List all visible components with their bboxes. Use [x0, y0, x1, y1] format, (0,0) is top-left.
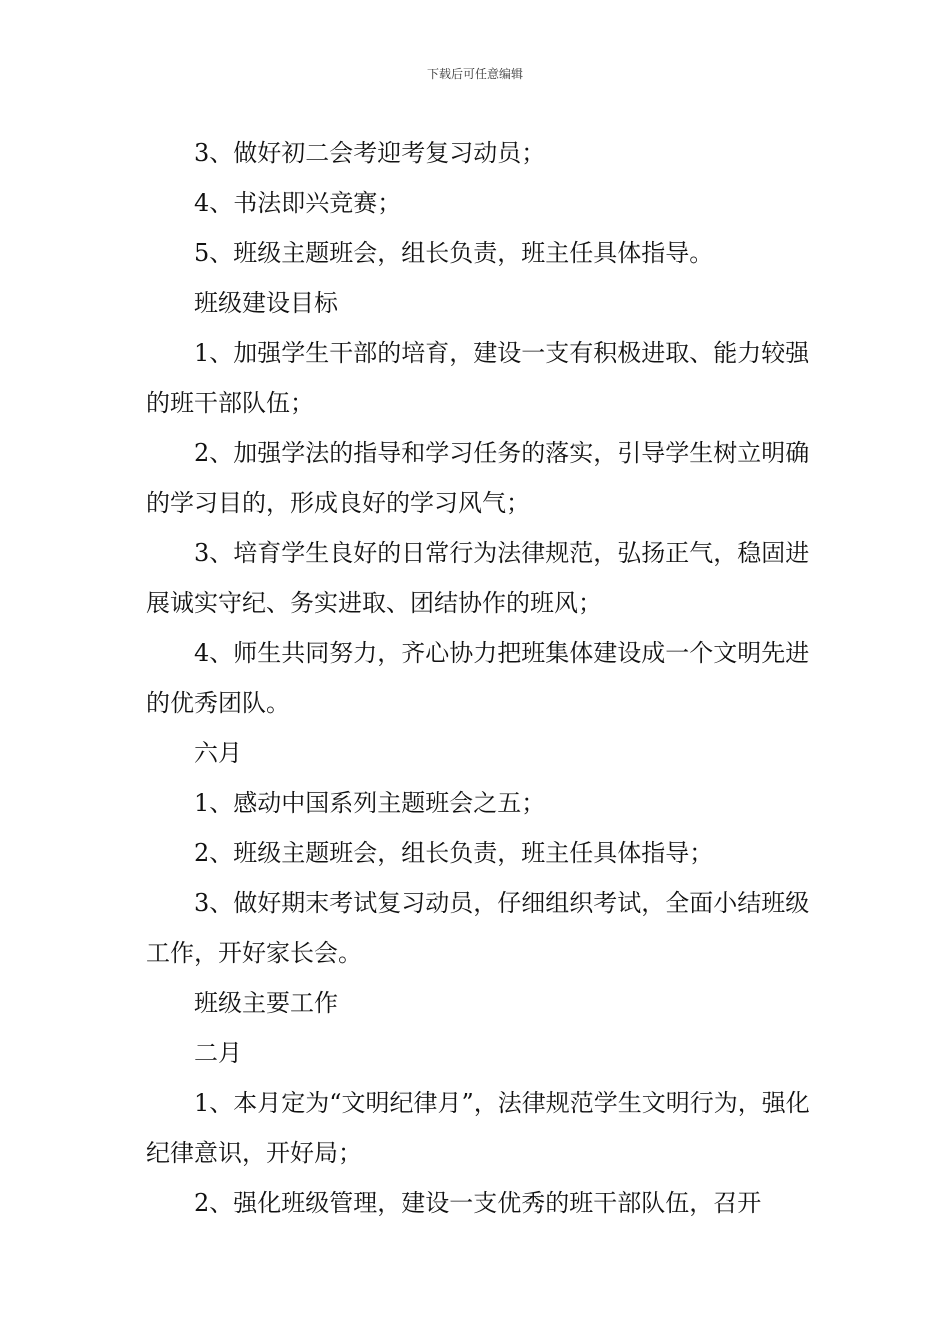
page-header: 下载后可任意编辑 [426, 67, 523, 81]
section-heading: 班级建设目标 [194, 289, 338, 317]
paragraph: 2、强化班级管理，建设一支优秀的班干部队伍，召开 [194, 1189, 762, 1217]
paragraph: 4、书法即兴竞赛； [194, 189, 402, 217]
paragraph: 3、做好期末考试复习动员，仔细组织考试，全面小结班级工作，开好家长会。 [146, 889, 810, 967]
paragraph: 1、感动中国系列主题班会之五； [194, 789, 546, 817]
paragraph: 1、加强学生干部的培育，建设一支有积极进取、能力较强的班干部队伍； [146, 339, 810, 417]
paragraph: 3、做好初二会考迎考复习动员； [194, 139, 546, 167]
section-heading: 二月 [194, 1039, 242, 1067]
paragraph: 1、本月定为“文明纪律月”，法律规范学生文明行为，强化纪律意识，开好局； [146, 1089, 810, 1167]
paragraph: 4、师生共同努力，齐心协力把班集体建设成一个文明先进的优秀团队。 [146, 639, 810, 717]
paragraph: 3、培育学生良好的日常行为法律规范，弘扬正气，稳固进展诚实守纪、务实进取、团结协作的班风； [146, 539, 810, 617]
section-heading: 班级主要工作 [194, 989, 338, 1017]
paragraph: 2、加强学法的指导和学习任务的落实，引导学生树立明确的学习目的，形成良好的学习风气； [146, 439, 810, 517]
paragraph: 5、班级主题班会，组长负责，班主任具体指导。 [194, 239, 714, 267]
paragraph: 2、班级主题班会，组长负责，班主任具体指导； [194, 839, 714, 867]
section-heading: 六月 [194, 739, 242, 767]
document-body [146, 128, 811, 1228]
